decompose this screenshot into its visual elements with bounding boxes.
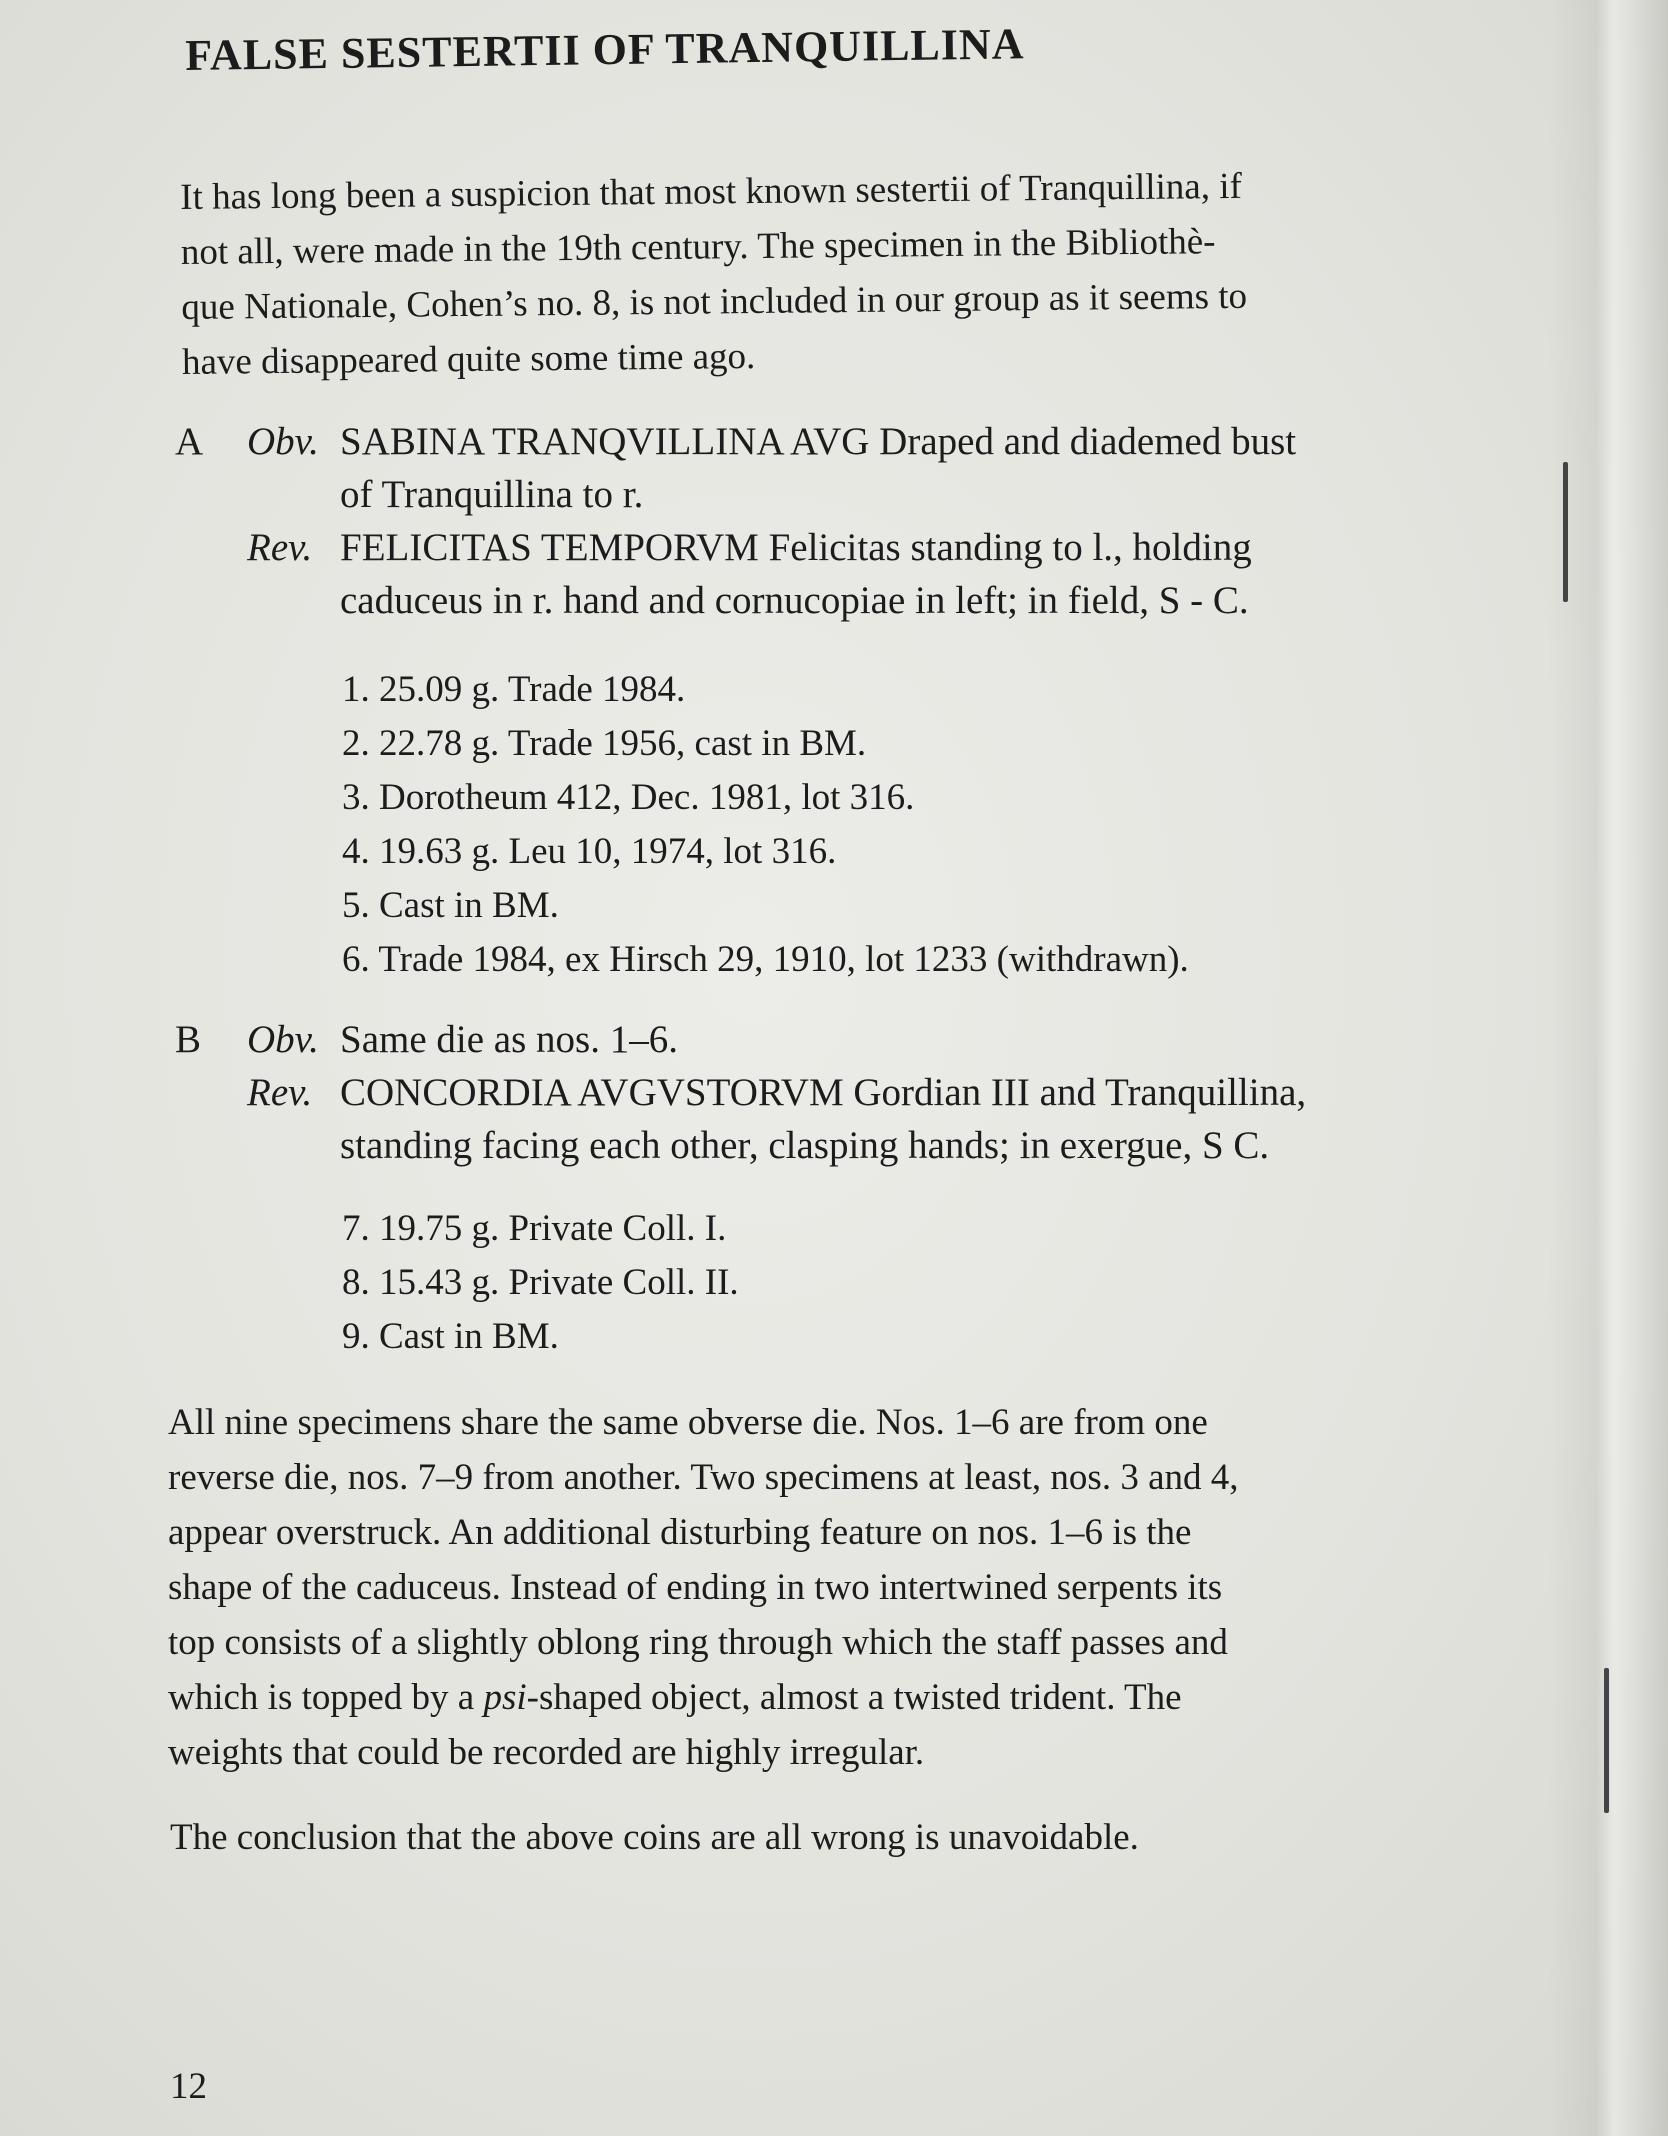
specimen-item: 9. Cast in BM. xyxy=(342,1316,559,1357)
specimen-item: 8. 15.43 g. Private Coll. II. xyxy=(342,1262,739,1303)
obverse-label: Obv. xyxy=(247,420,319,463)
obverse-description xyxy=(340,415,1475,521)
reverse-label: Rev. xyxy=(247,1071,313,1114)
specimen-item: 1. 25.09 g. Trade 1984. xyxy=(342,669,686,710)
discussion-line: reverse die, nos. 7–9 from another. Two specimens at least, nos. 3 and 4, xyxy=(168,1457,1239,1498)
intro-line: que Nationale, Cohen’s no. 8, is not included in our group as it seems to xyxy=(181,275,1248,328)
specimen-list-a xyxy=(342,663,1442,987)
obverse-description xyxy=(340,1013,1475,1066)
discussion-line xyxy=(168,1670,1468,1725)
discussion-line: top consists of a slightly oblong ring through which the staff passes and xyxy=(168,1622,1228,1663)
intro-line: not all, were made in the 19th century. The specimen in the Bibliothè- xyxy=(180,221,1216,273)
specimen-item: 7. 19.75 g. Private Coll. I. xyxy=(342,1208,727,1249)
intro-line: have disappeared quite some time ago. xyxy=(181,335,756,383)
reverse-description xyxy=(340,1066,1475,1172)
entry-a xyxy=(175,415,1475,627)
specimen-item: 4. 19.63 g. Leu 10, 1974, lot 316. xyxy=(342,831,837,872)
intro-paragraph xyxy=(180,157,1432,390)
page-number: 12 xyxy=(170,2066,207,2107)
specimen-list-b xyxy=(342,1202,1442,1364)
reverse-description xyxy=(340,521,1475,627)
intro-line: It has long been a suspicion that most known sestertii of Tranquillina, if xyxy=(180,165,1243,218)
staple-bottom xyxy=(1604,1668,1609,1813)
obverse-line: Same die as nos. 1–6. xyxy=(340,1018,678,1061)
entry-b xyxy=(175,1013,1475,1172)
conclusion-sentence: The conclusion that the above coins are all wrong is unavoidable. xyxy=(170,1817,1139,1858)
specimen-item: 6. Trade 1984, ex Hirsch 29, 1910, lot 1233 (withdrawn). xyxy=(342,939,1189,980)
entry-letter: A xyxy=(175,420,204,463)
reverse-label: Rev. xyxy=(247,526,313,569)
specimen-item: 5. Cast in BM. xyxy=(342,885,559,926)
text-fragment: -shaped object, almost a twisted trident. The xyxy=(526,1677,1182,1718)
obverse-line: of Tranquillina to r. xyxy=(340,473,644,516)
reverse-line: standing facing each other, clasping hands; in exergue, S C. xyxy=(340,1124,1270,1167)
text-fragment: which is topped by a xyxy=(168,1677,484,1718)
discussion-line: weights that could be recorded are highly irregular. xyxy=(168,1732,925,1773)
page-title: FALSE SESTERTII OF TRANQUILLINA xyxy=(185,19,1025,80)
discussion-line: All nine specimens share the same obverse die. Nos. 1–6 are from one xyxy=(168,1402,1208,1443)
entry-letter: B xyxy=(175,1018,202,1061)
specimen-item: 2. 22.78 g. Trade 1956, cast in BM. xyxy=(342,723,867,764)
reverse-line: CONCORDIA AVGVSTORVM Gordian III and Tranquillina, xyxy=(340,1071,1307,1114)
staple-top xyxy=(1563,462,1568,602)
obverse-label: Obv. xyxy=(247,1018,319,1061)
reverse-line: FELICITAS TEMPORVM Felicitas standing to l., holding xyxy=(340,526,1252,569)
obverse-line: SABINA TRANQVILLINA AVG Draped and diademed bust xyxy=(340,420,1297,463)
discussion-paragraph xyxy=(168,1395,1468,1780)
reverse-line: caduceus in r. hand and cornucopiae in left; in field, S - C. xyxy=(340,579,1249,622)
discussion-line: shape of the caduceus. Instead of ending in two intertwined serpents its xyxy=(168,1567,1223,1608)
specimen-item: 3. Dorotheum 412, Dec. 1981, lot 316. xyxy=(342,777,915,818)
book-spine-shadow xyxy=(1548,0,1668,2136)
discussion-line: appear overstruck. An additional disturbing feature on nos. 1–6 is the xyxy=(168,1512,1192,1553)
psi-italic: psi xyxy=(483,1677,527,1718)
